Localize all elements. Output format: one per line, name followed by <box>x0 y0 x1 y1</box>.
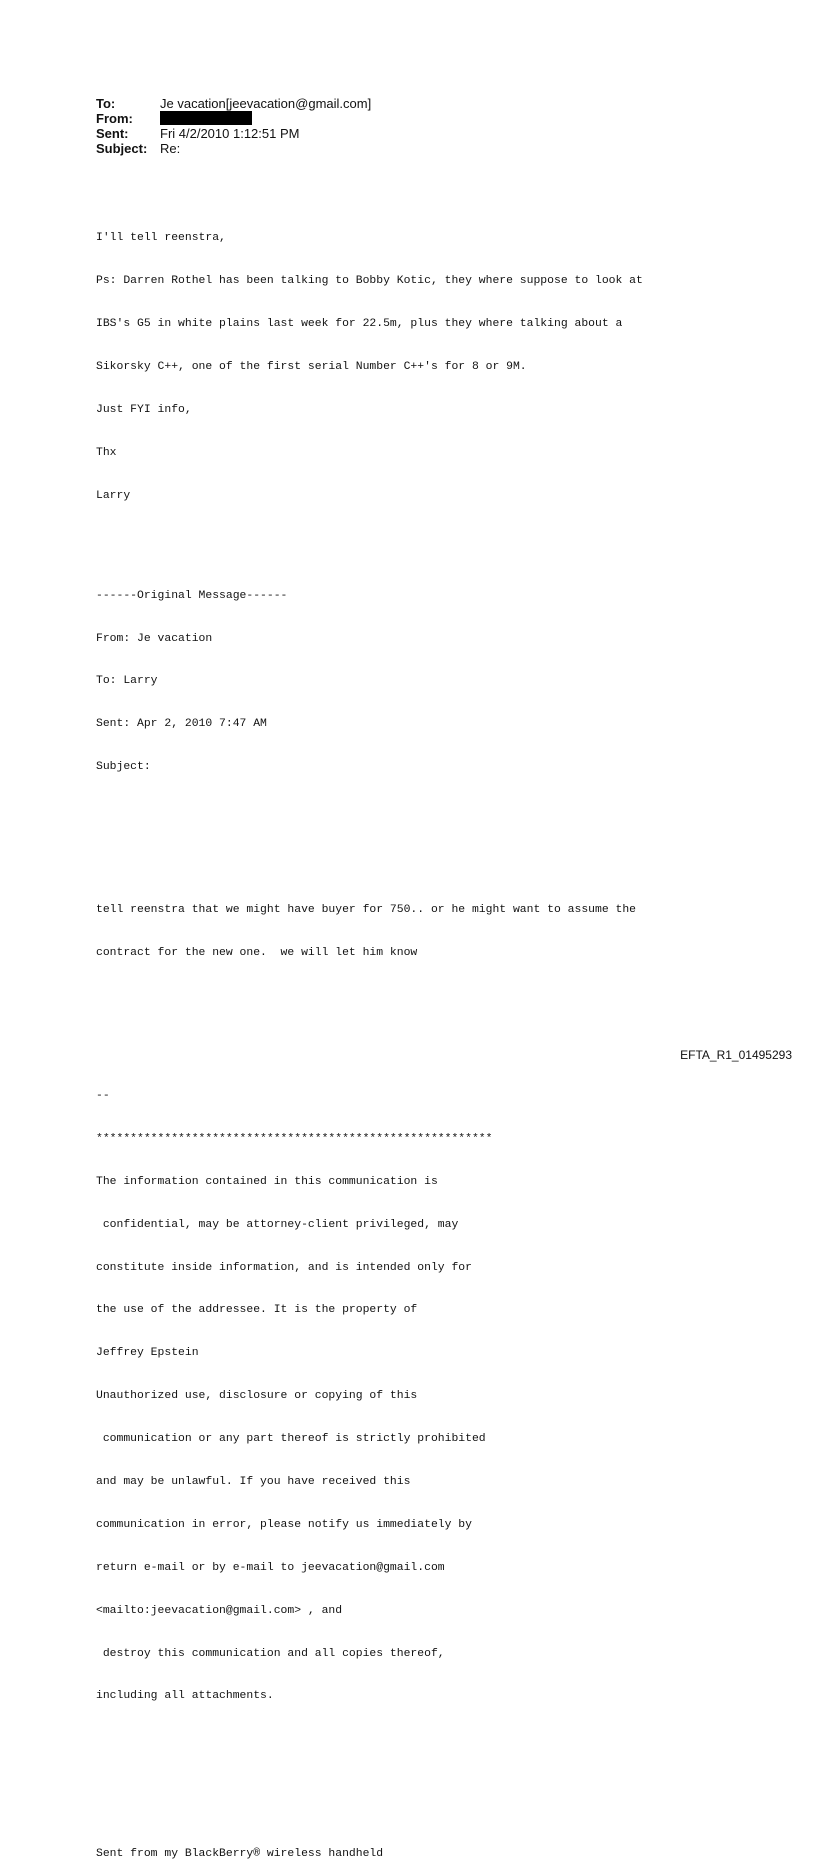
reply-line: I'll tell reenstra, <box>96 232 226 245</box>
reply-line: Ps: Darren Rothel has been talking to Bobby Kotic, they where suppose to look at <box>96 275 643 288</box>
disclaimer-line: ********************************************************** <box>96 1132 493 1145</box>
disclaimer-line: the use of the addressee. It is the property of <box>96 1304 418 1317</box>
from-row <box>96 111 371 126</box>
from-label: From: <box>96 111 133 126</box>
disclaimer-line: Jeffrey Epstein <box>96 1347 199 1360</box>
disclaimer-line: return e-mail or by e-mail to jeevacation@gmail.com <box>96 1561 445 1574</box>
disclaimer-line: <mailto:jeevacation@gmail.com> , and <box>96 1604 343 1617</box>
subject-value: Re: <box>160 141 181 156</box>
disclaimer-line: constitute inside information, and is intended only for <box>96 1261 472 1274</box>
spacer <box>96 832 756 846</box>
disclaimer-line: including all attachments. <box>96 1690 274 1703</box>
original-line: From: Je vacation <box>96 632 213 645</box>
to-label: To: <box>96 96 116 111</box>
disclaimer-line: communication in error, please notify us immediately by <box>96 1518 472 1531</box>
sent-label: Sent: <box>96 126 129 141</box>
disclaimer-line: communication or any part thereof is strictly prohibited <box>96 1433 486 1446</box>
message-line: tell reenstra that we might have buyer for 750.. or he might want to assume the <box>96 904 637 917</box>
original-line: Sent: Apr 2, 2010 7:47 AM <box>96 718 267 731</box>
signature-line: Sent from my BlackBerry® wireless handheld <box>96 1847 384 1860</box>
sent-value: Fri 4/2/2010 1:12:51 PM <box>160 126 300 141</box>
document-id: EFTA_R1_01495293 <box>680 1048 792 1062</box>
disclaimer-line: Unauthorized use, disclosure or copying of this <box>96 1390 418 1403</box>
reply-line: Thx <box>96 446 117 459</box>
original-message-text <box>96 875 756 989</box>
disclaimer-line: -- <box>96 1090 110 1102</box>
message-line: contract for the new one. we will let him know <box>96 947 418 960</box>
reply-line: Larry <box>96 489 131 502</box>
disclaimer-line: confidential, may be attorney-client privileged, may <box>96 1218 459 1231</box>
email-body <box>96 174 756 1875</box>
spacer <box>96 1761 756 1775</box>
reply-block <box>96 203 756 532</box>
disclaimer-block <box>96 1060 756 1732</box>
sent-row <box>96 126 371 141</box>
disclaimer-line: The information contained in this communication is <box>96 1175 438 1188</box>
redaction-box <box>160 111 252 125</box>
to-row <box>96 96 371 111</box>
original-line: ------Original Message------ <box>96 589 288 602</box>
email-header <box>96 96 371 156</box>
disclaimer-line: destroy this communication and all copies thereof, <box>96 1647 445 1660</box>
original-line: Subject: <box>96 761 151 774</box>
spacer <box>96 1018 756 1032</box>
original-line: To: Larry <box>96 675 158 688</box>
disclaimer-line: and may be unlawful. If you have received this <box>96 1476 411 1489</box>
to-value: Je vacation[jeevacation@gmail.com] <box>160 96 372 111</box>
reply-line: Sikorsky C++, one of the first serial Number C++'s for 8 or 9M. <box>96 360 527 373</box>
subject-row <box>96 141 371 156</box>
reply-line: Just FYI info, <box>96 403 192 416</box>
spacer <box>96 1804 756 1818</box>
subject-label: Subject: <box>96 141 148 156</box>
original-message-header <box>96 560 756 803</box>
reply-line: IBS's G5 in white plains last week for 22.5m, plus they where talking about a <box>96 317 623 330</box>
